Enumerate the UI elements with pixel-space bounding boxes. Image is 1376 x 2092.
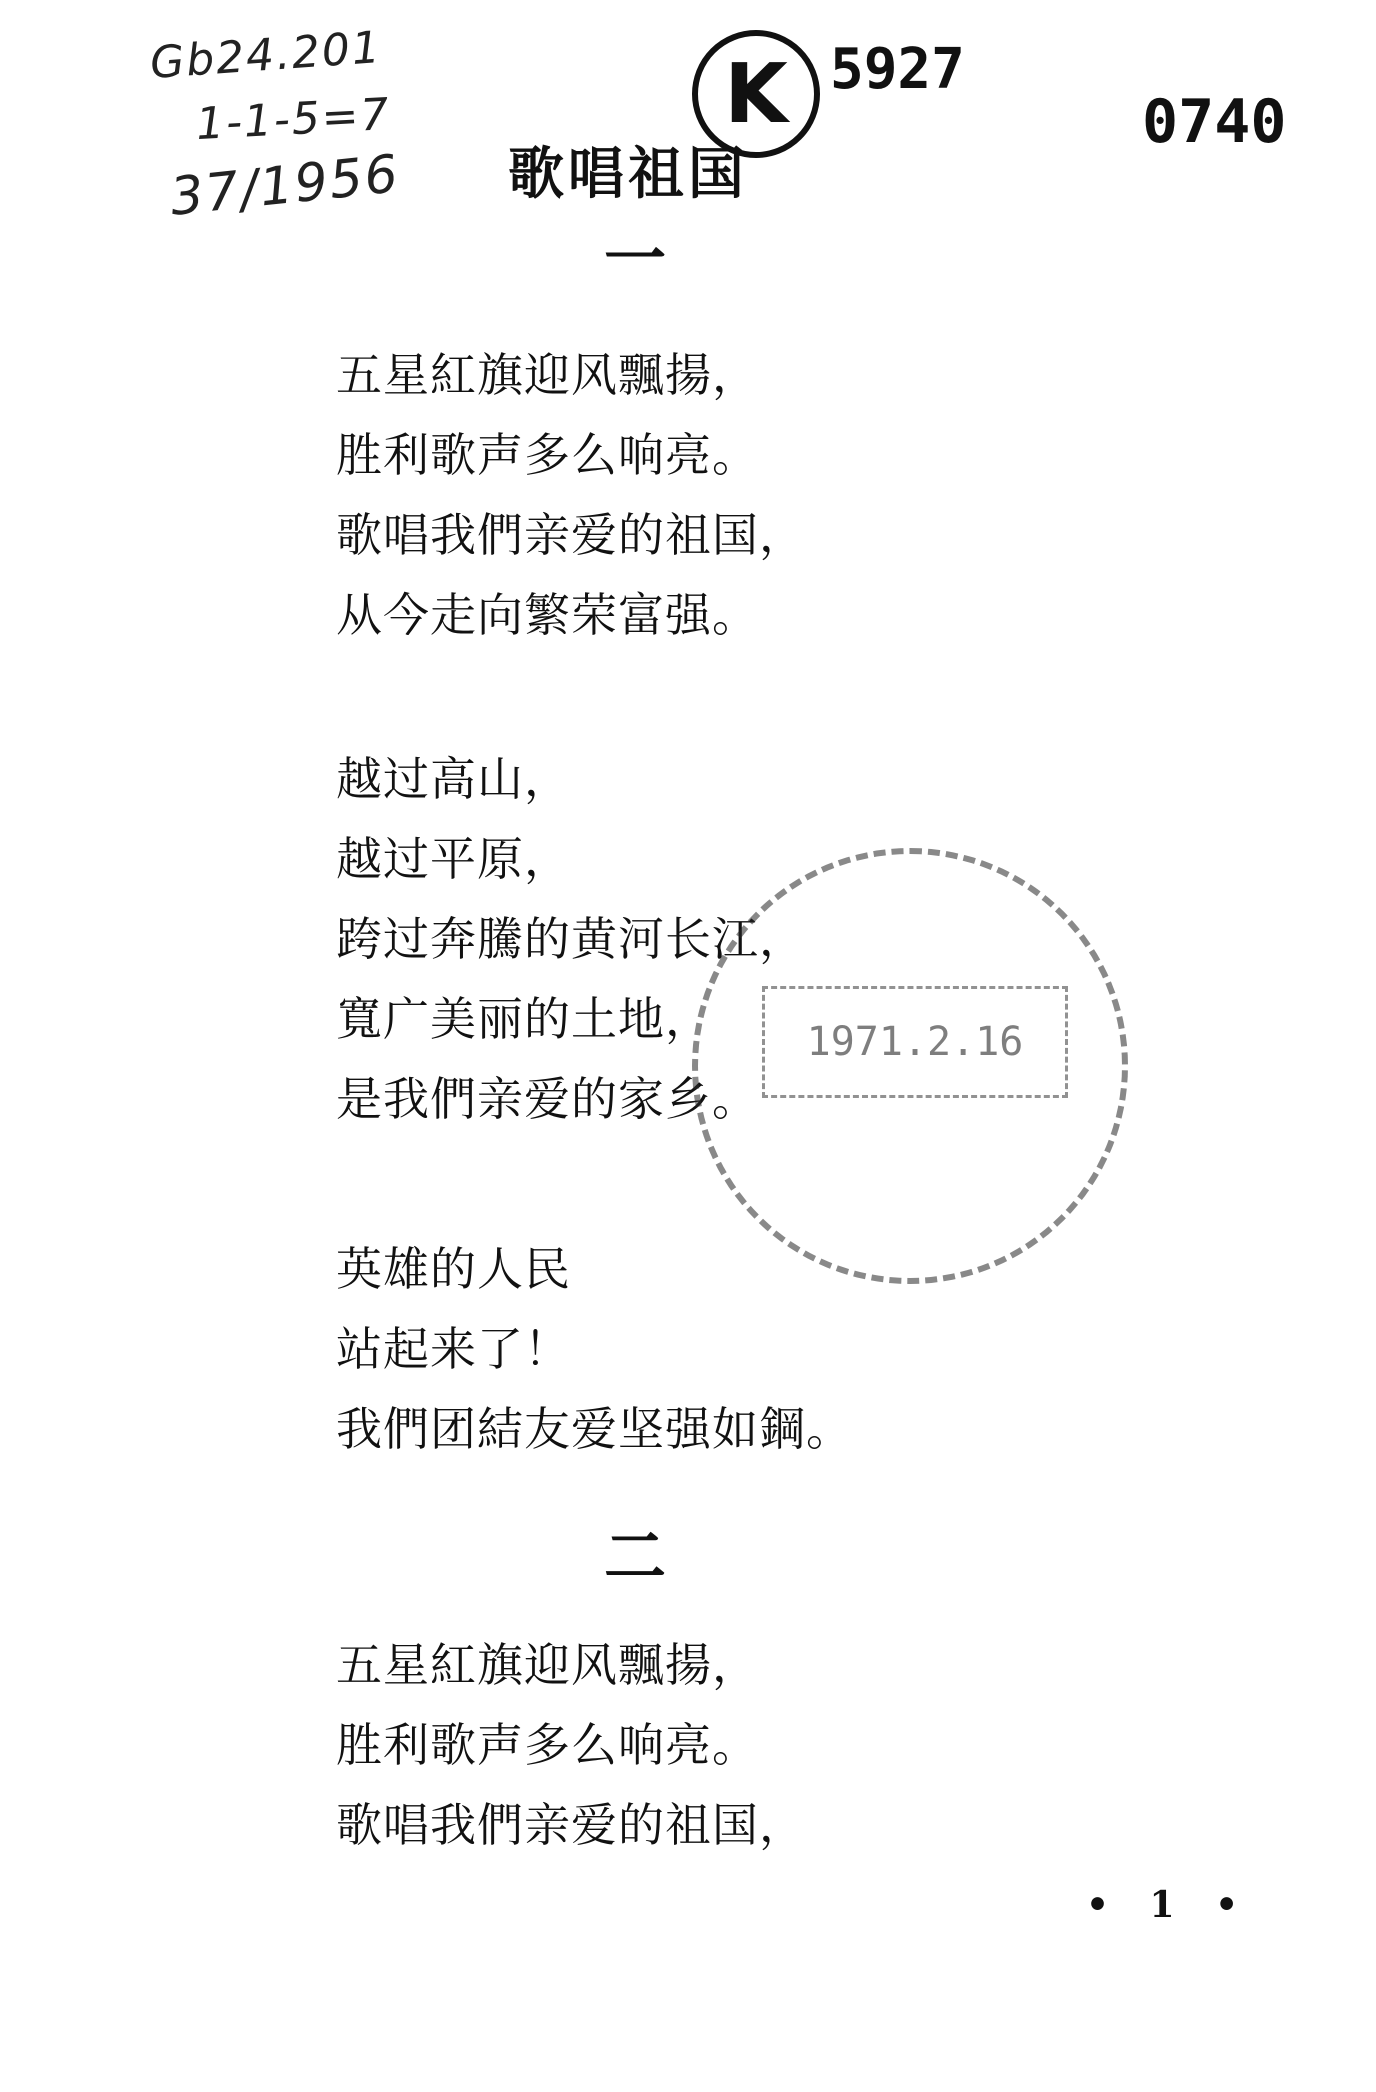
verse-line: 胜利歌声多么响亮。 [336,1718,759,1772]
handwritten-date: 37/1956 [167,144,403,228]
seal-date: 1971.2.16 [806,1019,1024,1065]
verse-line: 是我們亲爱的家乡。 [336,1072,759,1126]
verse-line: 歌唱我們亲爱的祖国， [336,1798,806,1852]
verse-line: 五星紅旗迎风飄揚， [336,1638,759,1692]
verse-line: 越过高山， [336,752,571,806]
page-number: • 1 • [1086,1884,1253,1926]
k-stamp-icon: K [692,30,820,158]
stamp-number: 5927 [830,37,965,102]
verse-line: 五星紅旗迎风飄揚， [336,348,759,402]
archive-number: 0740 [1142,87,1287,157]
verse-line: 越过平原， [336,832,571,886]
section-marker-1: 一 [603,222,666,295]
verse-line: 跨过奔騰的黄河长江， [336,912,806,966]
verse-line: 歌唱我們亲爱的祖国， [336,508,806,562]
handwritten-callnumber: Gb24.201 [148,21,384,90]
library-seal-icon [692,848,1128,1284]
seal-date-box [762,986,1068,1098]
verse-line: 站起来了！ [336,1322,571,1376]
verse-line: 从今走向繁荣富强。 [336,588,759,642]
poem-title: 歌唱祖国 [508,141,748,207]
verse-line: 胜利歌声多么响亮。 [336,428,759,482]
verse-line: 英雄的人民 [336,1242,571,1296]
verse-line: 寬广美丽的土地， [336,992,712,1046]
handwritten-note: 1-1-5=7 [194,88,392,151]
section-marker-2: 二 [603,1520,666,1593]
verse-line: 我們团結友爱坚强如鋼。 [336,1402,853,1456]
